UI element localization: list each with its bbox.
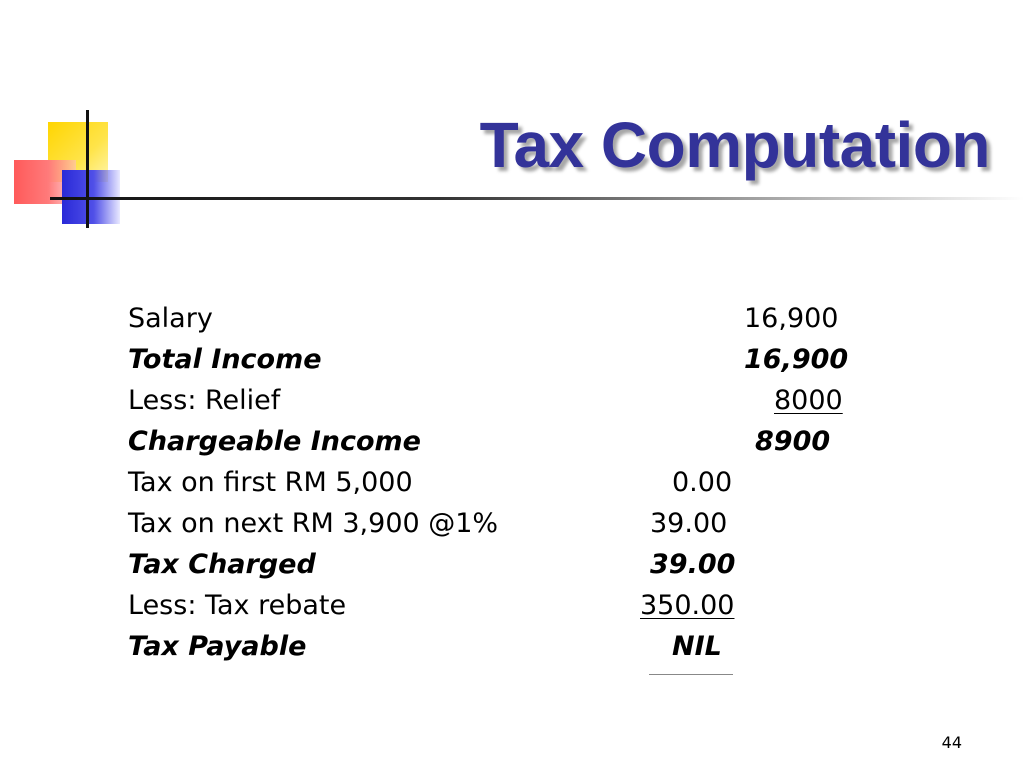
row-total-income [0, 344, 1024, 384]
row-tax-next [0, 508, 1024, 548]
row-value: 16,900 [744, 344, 849, 375]
row-label: Less: Tax rebate [128, 590, 347, 621]
row-label: Tax on first RM 5,000 [128, 467, 413, 498]
row-tax-first [0, 467, 1024, 507]
row-label: Salary [128, 303, 213, 334]
row-label: Tax Payable [128, 631, 307, 662]
page-number: 44 [941, 733, 962, 752]
row-value: 350.00 [640, 590, 735, 621]
slide-title: Tax Computation [479, 109, 990, 181]
row-chargeable-income [0, 426, 1024, 466]
row-less-relief [0, 385, 1024, 425]
row-value: 8000 [774, 385, 843, 416]
logo-vertical-line [86, 110, 89, 228]
row-label: Total Income [128, 344, 322, 375]
row-value: 39.00 [650, 549, 736, 580]
row-label: Tax Charged [128, 549, 316, 580]
total-underline [649, 674, 733, 675]
row-value: 0.00 [672, 467, 733, 498]
row-label: Chargeable Income [128, 426, 421, 457]
row-value: 8900 [755, 426, 831, 457]
row-label: Less: Relief [128, 385, 281, 416]
row-tax-charged [0, 549, 1024, 589]
row-label: Tax on next RM 3,900 @1% [128, 508, 499, 539]
title-rule [50, 197, 1024, 200]
row-value: 16,900 [744, 303, 839, 334]
row-value: NIL [672, 631, 722, 662]
slide-logo [0, 0, 160, 240]
row-value: 39.00 [650, 508, 728, 539]
row-tax-rebate [0, 590, 1024, 630]
row-tax-payable [0, 631, 1024, 671]
row-salary [0, 303, 1024, 343]
